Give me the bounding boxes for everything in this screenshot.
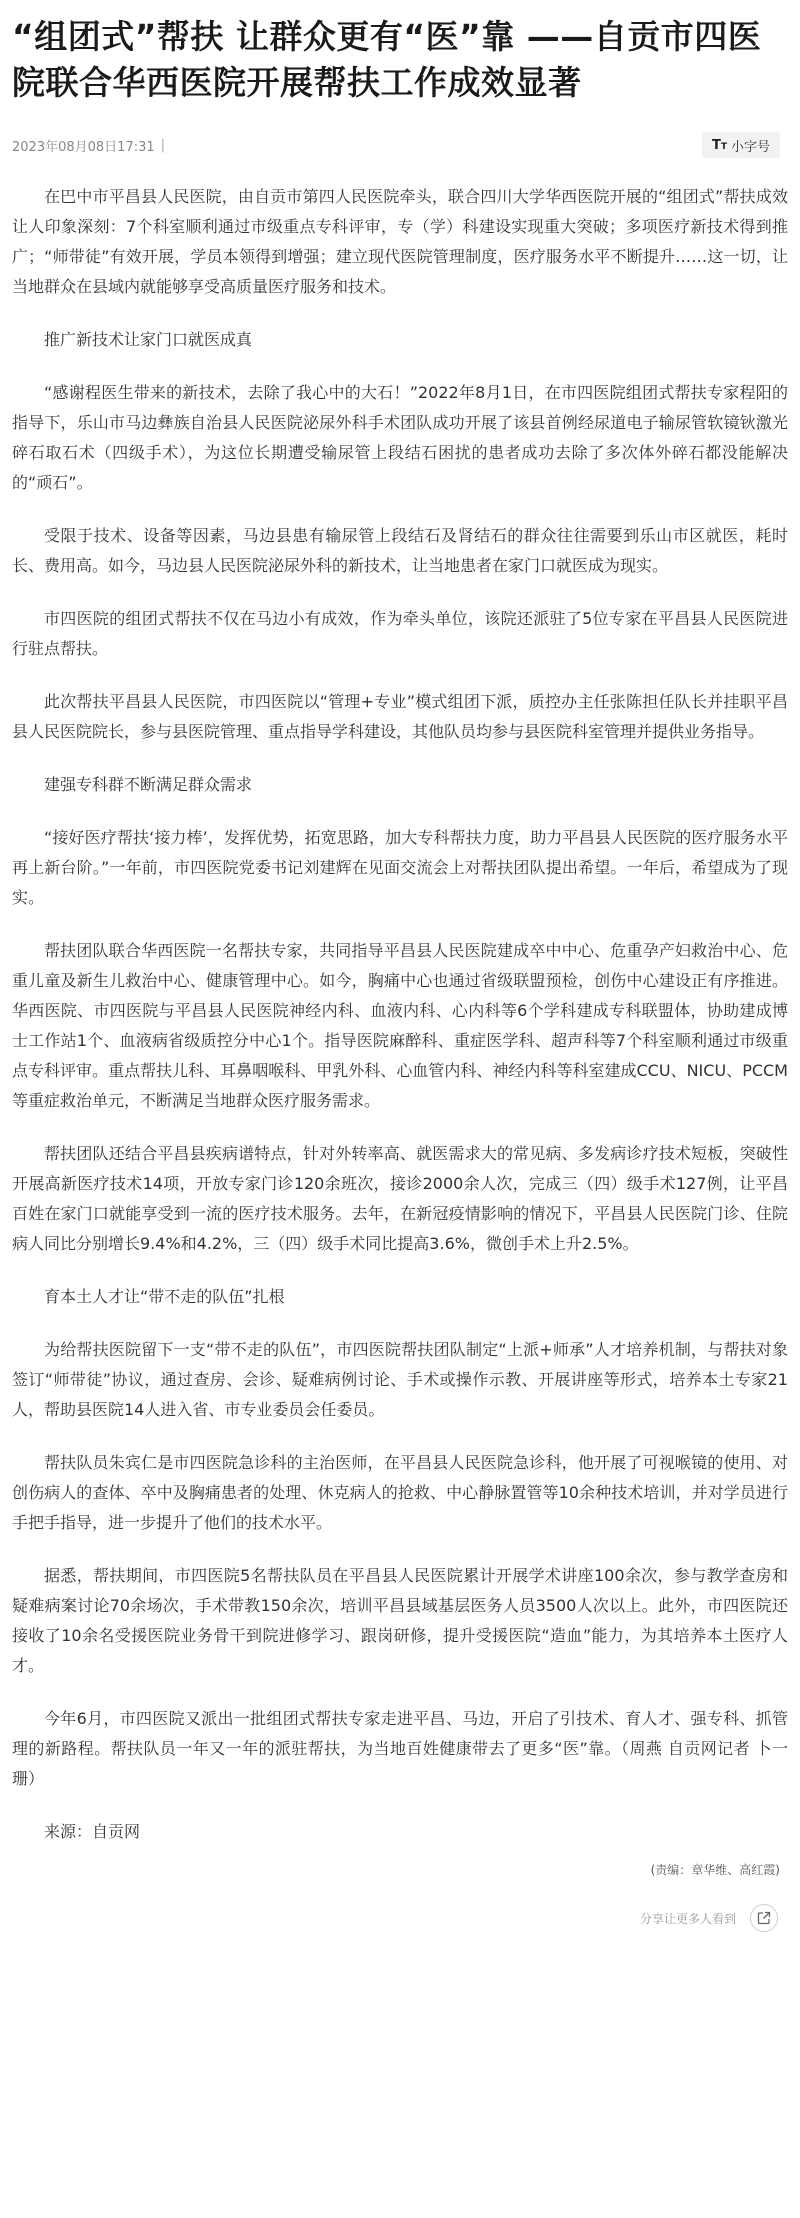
paragraph: 帮扶队员朱宾仁是市四医院急诊科的主治医师，在平昌县人民医院急诊科，他开展了可视喉镜的使用、对创伤病人的查体、卒中及胸痛患者的处理、休克病人的抢救、中心静脉置管等10余种技术培训，并对学员进行手把手指导，进一步提升了他们的技术水平。: [12, 1453, 788, 1532]
paragraph: 帮扶团队还结合平昌县疾病谱特点，针对外转率高、就医需求大的常见病、多发病诊疗技术短板，突破性开展高新医疗技术14项，开放专家门诊120余班次，接诊2000余人次，完成三（四）级手术127例，让平昌百姓在家门口就能享受到一流的医疗技术服务。去年，在新冠疫情影响的情况下，平昌县人民医院门诊、住院病人同比分别增长9.4%和4.2%，三（四）级手术同比提高3.6%，微创手术上升2.5%。: [12, 1144, 788, 1253]
paragraph: 为给帮扶医院留下一支“带不走的队伍”，市四医院帮扶团队制定“上派+师承”人才培养机制，与帮扶对象签订“师带徒”协议，通过查房、会诊、疑难病例讨论、手术或操作示教、开展讲座等形式，培养本土专家21人，帮助县医院14人进入省、市专业委员会任委员。: [12, 1340, 788, 1419]
share-icon: [757, 1911, 771, 1925]
paragraph: 受限于技术、设备等因素，马边县患有输尿管上段结石及肾结石的群众往往需要到乐山市区就医，耗时长、费用高。如今，马边县人民医院泌尿外科的新技术，让当地患者在家门口就医成为现实。: [12, 526, 788, 575]
section-subheading: 育本土人才让“带不走的队伍”扎根: [44, 1287, 285, 1306]
share-button[interactable]: [750, 1904, 778, 1932]
paragraph: 在巴中市平昌县人民医院，由自贡市第四人民医院牵头，联合四川大学华西医院开展的“组团式”帮扶成效让人印象深刻：7个科室顺利通过市级重点专科评审，专（学）科建设实现重大突破；多项医疗新技术得到推广；“师带徒”有效开展，学员本领得到增强；建立现代医院管理制度，医疗服务水平不断提升……这一切，让当地群众在县域内就能够享受高质量医疗服务和技术。: [12, 187, 788, 296]
share-bar: [12, 1904, 788, 1932]
article-body: [12, 182, 788, 1847]
section-subheading: 建强专科群不断满足群众需求: [44, 775, 253, 794]
text-size-icon: TT: [711, 137, 727, 153]
section-subheading: 推广新技术让家门口就医成真: [44, 330, 253, 349]
paragraph: 据悉，帮扶期间，市四医院5名帮扶队员在平昌县人民医院累计开展学术讲座100余次，参与教学查房和疑难病案讨论70余场次，手术带教150余次，培训平昌县域基层医务人员3500人次以上。此外，市四医院还接收了10余名受援医院业务骨干到院进修学习、跟岗研修，提升受援医院“造血”能力，为其培养本土医疗人才。: [12, 1566, 788, 1675]
paragraph: 今年6月，市四医院又派出一批组团式帮扶专家走进平昌、马边，开启了引技术、育人才、强专科、抓管理的新路程。帮扶队员一年又一年的派驻帮扶，为当地百姓健康带去了更多“医”靠。（周燕 自贡网记者 卜一珊）: [12, 1709, 788, 1788]
article-title: “组团式”帮扶 让群众更有“医”靠 ——自贡市四医院联合华西医院开展帮扶工作成效显著: [12, 17, 762, 102]
meta-separator: |: [160, 137, 166, 153]
share-label: 分享让更多人看到: [639, 1911, 736, 1926]
font-size-label: 小字号: [730, 139, 770, 155]
paragraph: “感谢程医生带来的新技术，去除了我心中的大石！”2022年8月1日，在市四医院组团式帮扶专家程阳的指导下，乐山市马边彝族自治县人民医院泌尿外科手术团队成功开展了该县首例经尿道电子输尿管软镜钬激光碎石取石术（四级手术），为这位长期遭受输尿管上段结石困扰的患者成功去除了多次体外碎石都没能解决的“顽石”。: [12, 383, 788, 492]
paragraph: 帮扶团队联合华西医院一名帮扶专家，共同指导平昌县人民医院建成卒中中心、危重孕产妇救治中心、危重儿童及新生儿救治中心、健康管理中心。如今，胸痛中心也通过省级联盟预检，创伤中心建设正有序推进。华西医院、市四医院与平昌县人民医院神经内科、血液内科、心内科等6个学科建成专科联盟体，协助建成博士工作站1个、血液病省级质控分中心1个。指导医院麻醉科、重症医学科、超声科等7个科室顺利通过市级重点专科评审。重点帮扶儿科、耳鼻咽喉科、甲乳外科、心血管内科、神经内科等科室建成CCU、NICU、PCCM等重症救治单元，不断满足当地群众医疗服务需求。: [12, 941, 788, 1110]
paragraph: “接好医疗帮扶‘接力棒’，发挥优势，拓宽思路，加大专科帮扶力度，助力平昌县人民医院的医疗服务水平再上新台阶。”一年前，市四医院党委书记刘建辉在见面交流会上对帮扶团队提出希望。一年后，希望成为了现实。: [12, 828, 788, 907]
editor-note: (责编：章华维、高红霞): [650, 1863, 780, 1877]
article-source: 来源：自贡网: [44, 1822, 141, 1841]
paragraph: 此次帮扶平昌县人民医院，市四医院以“管理+专业”模式组团下派，质控办主任张陈担任队长并挂职平昌县人民医院院长，参与县医院管理、重点指导学科建设，其他队员均参与县医院科室管理并提供业务指导。: [12, 692, 788, 741]
paragraph: 市四医院的组团式帮扶不仅在马边小有成效，作为牵头单位，该院还派驻了5位专家在平昌县人民医院进行驻点帮扶。: [12, 609, 788, 658]
font-size-toggle-button[interactable]: [702, 132, 780, 158]
publish-datetime: 2023年08月08日17:31: [12, 139, 155, 155]
article-meta: [12, 128, 788, 162]
